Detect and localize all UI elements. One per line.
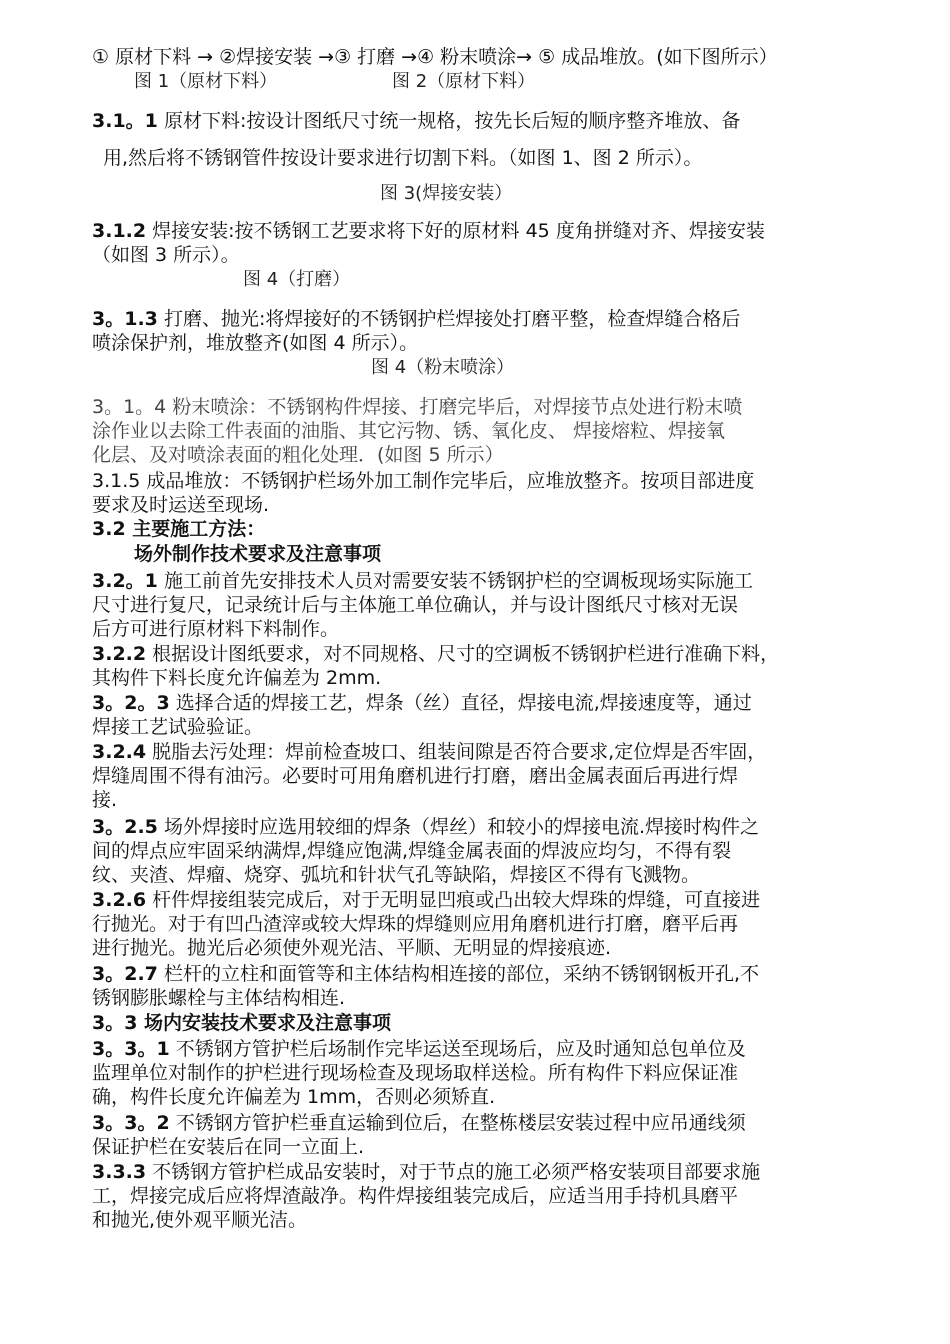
section-3-1-2: 3.1.2 焊接安装:按不锈钢工艺要求将下好的原材料 45 度角拼缝对齐、焊接安装 bbox=[92, 220, 765, 242]
figure-4-grinding-caption: 图 4（打磨） bbox=[243, 269, 351, 290]
subheading-offsite: 场外制作技术要求及注意事项 bbox=[134, 543, 382, 565]
section-3-2-3-line-2: 焊接工艺试验验证。 bbox=[92, 716, 264, 738]
section-number: 3.3.3 bbox=[92, 1161, 147, 1183]
section-number: 3.2.6 bbox=[92, 889, 147, 911]
section-number: 3.1。1 bbox=[92, 110, 158, 132]
section-3-1-4: 3。1。4 粉末喷涂：不锈钢构件焊接、打磨完毕后，对焊接节点处进行粉末喷 bbox=[92, 396, 743, 418]
section-3-3-3-line-3: 和抛光,使外观平顺光洁。 bbox=[92, 1209, 308, 1231]
section-3-3-2-line-2: 保证护栏在安装后在同一立面上. bbox=[92, 1136, 365, 1158]
section-3-2-4: 3.2.4 脱脂去污处理：焊前检查坡口、组装间隙是否符合要求,定位焊是否牢固， bbox=[92, 741, 767, 763]
section-3-1-1-line-2: 用,然后将不锈钢管件按设计要求进行切割下料。（如图 1、图 2 所示）。 bbox=[103, 147, 703, 169]
section-3-1-1: 3.1。1 原材下料:按设计图纸尺寸统一规格，按先长后短的顺序整齐堆放、备 bbox=[92, 110, 741, 132]
section-number: 3.2.2 bbox=[92, 643, 147, 665]
section-number: 3.2.4 bbox=[92, 741, 147, 763]
section-3-2-6: 3.2.6 杆件焊接组装完成后，对于无明显凹痕或凸出较大焊珠的焊缝，可直接进 bbox=[92, 889, 761, 911]
section-3-2-4-line-3: 接. bbox=[92, 789, 118, 811]
section-3-2-5: 3。2.5 场外焊接时应选用较细的焊条（焊丝）和较小的焊接电流.焊接时构件之 bbox=[92, 816, 759, 838]
section-3-2-6-line-2: 行抛光。对于有凹凸渣滓或较大焊珠的焊缝则应用角磨机进行打磨，磨平后再 bbox=[92, 913, 739, 935]
section-3-2-2: 3.2.2 根据设计图纸要求，对不同规格、尺寸的空调板不锈钢护栏进行准确下料， bbox=[92, 643, 780, 665]
section-3-1-3-line-2: 喷涂保护剂，堆放整齐(如图 4 所示）。 bbox=[92, 332, 419, 354]
section-3-3-1-line-2: 监理单位对制作的护栏进行现场检查及现场取样送检。所有构件下料应保证准 bbox=[92, 1062, 739, 1084]
section-number: 3。2。3 bbox=[92, 692, 170, 714]
figure-3-caption: 图 3(焊接安装） bbox=[380, 183, 513, 204]
section-3-2-1: 3.2。1 施工前首先安排技术人员对需要安装不锈钢护栏的空调板现场实际施工 bbox=[92, 570, 753, 592]
section-3-1-5: 3.1.5 成品堆放：不锈钢护栏场外加工制作完毕后，应堆放整齐。按项目部进度 bbox=[92, 470, 755, 492]
section-number: 3。1。4 bbox=[92, 396, 167, 418]
section-3-1-3: 3。1.3 打磨、抛光:将焊接好的不锈钢护栏焊接处打磨平整，检查焊缝合格后 bbox=[92, 308, 741, 330]
section-number: 3.2。1 bbox=[92, 570, 158, 592]
heading-3-3: 3。3 场内安装技术要求及注意事项 bbox=[92, 1012, 392, 1034]
section-3-1-5-line-2: 要求及时运送至现场. bbox=[92, 494, 270, 516]
heading-3-2: 3.2 主要施工方法： bbox=[92, 518, 266, 540]
section-3-2-1-line-3: 后方可进行原材料下料制作。 bbox=[92, 618, 340, 640]
figure-2-caption: 图 2（原材下料） bbox=[392, 71, 536, 92]
section-3-2-1-line-2: 尺寸进行复尺，记录统计后与主体施工单位确认，并与设计图纸尺寸核对无误 bbox=[92, 594, 739, 616]
section-number: 3。1.3 bbox=[92, 308, 158, 330]
figure-4-powder-caption: 图 4（粉末喷涂） bbox=[371, 357, 515, 378]
section-3-3-3: 3.3.3 不锈钢方管护栏成品安装时，对于节点的施工必须严格安装项目部要求施 bbox=[92, 1161, 761, 1183]
section-3-2-6-line-3: 进行抛光。抛光后必须使外观光洁、平顺、无明显的焊接痕迹. bbox=[92, 937, 612, 959]
section-3-2-3: 3。2。3 选择合适的焊接工艺，焊条（丝）直径，焊接电流,焊接速度等，通过 bbox=[92, 692, 752, 714]
section-3-2-4-line-2: 焊缝周围不得有油污。必要时可用角磨机进行打磨，磨出金属表面后再进行焊 bbox=[92, 765, 739, 787]
section-number: 3。2.5 bbox=[92, 816, 158, 838]
section-3-2-7: 3。2.7 栏杆的立柱和面管等和主体结构相连接的部位，采纳不锈钢钢板开孔,不 bbox=[92, 963, 759, 985]
section-3-2-2-line-2: 其构件下料长度允许偏差为 2mm. bbox=[92, 667, 382, 689]
section-3-2-5-line-3: 纹、夹渣、焊瘤、烧穿、弧坑和针状气孔等缺陷，焊接区不得有飞溅物。 bbox=[92, 864, 701, 886]
section-number: 3。3。2 bbox=[92, 1112, 170, 1134]
section-3-1-4-line-2: 涂作业以去除工件表面的油脂、其它污物、锈、氧化皮、 焊接熔粒、焊接氧 bbox=[92, 420, 726, 442]
section-number: 3.1.5 bbox=[92, 470, 141, 492]
section-3-1-4-line-3: 化层、及对喷涂表面的粗化处理．(如图 5 所示） bbox=[92, 444, 504, 466]
section-number: 3。3。1 bbox=[92, 1038, 170, 1060]
section-3-3-2: 3。3。2 不锈钢方管护栏垂直运输到位后，在整栋楼层安装过程中应吊通线须 bbox=[92, 1112, 746, 1134]
figure-1-caption: 图 1（原材下料） bbox=[134, 71, 278, 92]
process-flow: ① 原材下料 → ②焊接安装 →③ 打磨 →④ 粉末喷涂→ ⑤ 成品堆放。(如下图所示） bbox=[92, 46, 778, 68]
section-3-3-1-line-3: 确，构件长度允许偏差为 1mm，否则必须矫直. bbox=[92, 1086, 496, 1108]
section-3-1-2-line-2: （如图 3 所示）。 bbox=[92, 244, 240, 266]
section-3-2-7-line-2: 锈钢膨胀螺栓与主体结构相连. bbox=[92, 987, 346, 1009]
section-3-2-5-line-2: 间的焊点应牢固采纳满焊,焊缝应饱满,焊缝金属表面的焊波应均匀，不得有裂 bbox=[92, 840, 732, 862]
section-number: 3.1.2 bbox=[92, 220, 147, 242]
section-number: 3。2.7 bbox=[92, 963, 158, 985]
section-3-3-1: 3。3。1 不锈钢方管护栏后场制作完毕运送至现场后，应及时通知总包单位及 bbox=[92, 1038, 746, 1060]
section-3-3-3-line-2: 工，焊接完成后应将焊渣敲净。构件焊接组装完成后，应适当用手持机具磨平 bbox=[92, 1185, 739, 1207]
